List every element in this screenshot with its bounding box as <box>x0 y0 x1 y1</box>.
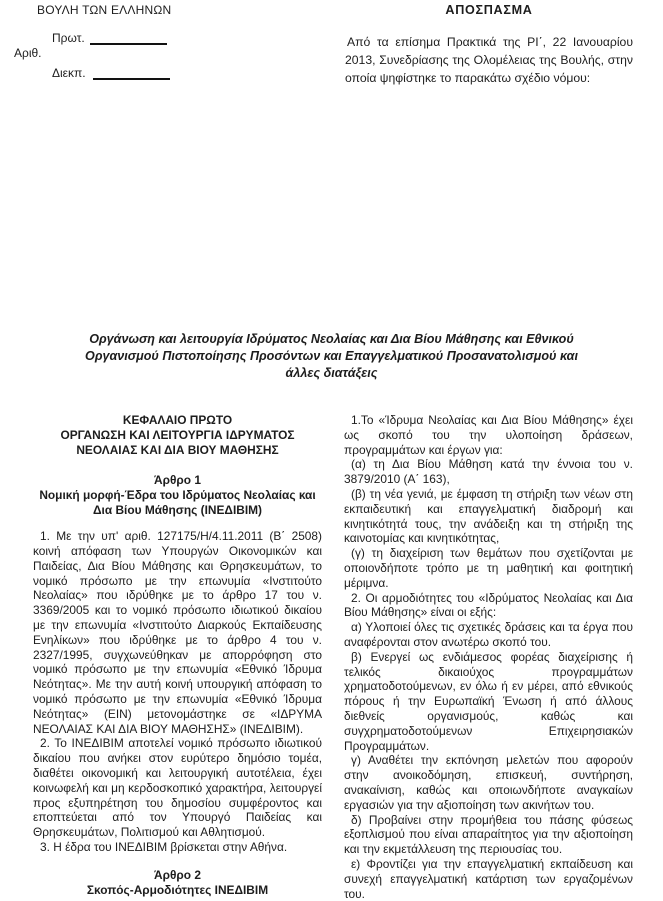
body-paragraph: β) Ενεργεί ως ενδιάμεσος φορέας διαχείρισης ή τελικός δικαιούχος προγραμμάτων χρηματοδοτούμενων, εν όλω ή εν μέρει, από εθνικούς πόρους ή την Ευρωπαϊκή Ένωση ή από άλλους διεθνείς οργανισμούς, καθώς και συγχρηματοδοτούμενων Επιχειρησιακών Προγραμμάτων. <box>344 649 633 753</box>
article-2-number: Άρθρο 2 <box>154 867 201 882</box>
body-paragraph: (γ) τη διαχείριση των θεμάτων που σχετίζονται με οποιονδήποτε τρόπο με τη μαθητική και φοιτητική μέριμνα. <box>344 546 633 590</box>
chapter-heading <box>33 413 322 459</box>
protocol-fill-line <box>90 43 167 45</box>
extract-header <box>345 3 633 87</box>
extract-intro: Από τα επίσημα Πρακτικά της ΡΙ΄, 22 Ιανουαρίου 2013, Συνεδρίασης της Ολομέλειας της Βουλής, στην οποία ψηφίστηκε το παρακάτω σχέδιο νόμου: <box>345 35 633 85</box>
body-paragraph: 2. Οι αρμοδιότητες του «Ιδρύματος Νεολαίας και Δια Βίου Μάθησης» είναι οι εξής: <box>344 590 633 620</box>
body-paragraph: γ) Αναθέτει την εκπόνηση μελετών που αφορούν στην ανοικοδόμηση, επισκευή, συντήρηση, ανακαίνιση, καθώς και οποιωνδήποτε αναγκαίων εργασιών για την αξιοποίηση των ακινήτων του. <box>344 753 633 812</box>
body-paragraph: 2. Το ΙΝΕΔΙΒΙΜ αποτελεί νομικό πρόσωπο ιδιωτικού δικαίου που ανήκει στον ευρύτερο δημόσιο τομέα, διαθέτει οικονομική και λειτουργική αυτοτέλεια, έχει κοινωφελή και μη κερδοσκοπικό χαρακτήρα, λειτουργεί προς εξυπηρέτηση του δημοσίου συμφέροντος και εποπτεύεται από τον Υπουργό Παιδείας και Θρησκευμάτων, Πολιτισμού και Αθλητισμού. <box>33 736 322 840</box>
body-paragraph: 1. Με την υπ' αριθ. 127175/Η/4.11.2011 (Β΄ 2508) κοινή απόφαση των Υπουργών Οικονομικών και Παιδείας, Δια Βίου Μάθησης και Θρησκευμάτων, το νομικό πρόσωπο με την επωνυμία «Ινστιτούτο Νεολαίας» που ιδρύθηκε με το άρθρο 17 του ν. 3369/2005 και το νομικό πρόσωπο ιδιωτικού δικαίου με την επωνυμία «Ινστιτούτο Διαρκούς Εκπαίδευσης Ενηλίκων» που ιδρύθηκε με το άρθρο 4 του ν. 2327/1995, συγχωνεύθηκαν με απορρόφηση στο νομικό πρόσωπο με την επωνυμία «Εθνικό Ίδρυμα Νεότητας». Με την αυτή κοινή υπουργική απόφαση το νομικό πρόσωπο με την επωνυμία «Εθνικό Ίδρυμα Νεότητας» (ΕΙΝ) μετονομάστηκε σε «ΙΔΡΥΜΑ ΝΕΟΛΑΙΑΣ ΚΑΙ ΔΙΑ ΒΙΟΥ ΜΑΘΗΣΗΣ» (ΙΝΕΔΙΒΙΜ). <box>33 529 322 736</box>
body-paragraph: α) Υλοποιεί όλες τις σχετικές δράσεις και τα έργα που αναφέρονται στον ανωτέρω σκοπό του. <box>344 620 633 649</box>
chapter-kicker: ΚΕΦΑΛΑΙΟ ΠΡΩΤΟ <box>122 413 233 427</box>
dispatch-label: Διεκπ. <box>52 66 86 80</box>
body-paragraph: (α) τη Δια Βίου Μάθηση κατά την έννοια του ν. 3879/2010 (Α΄ 163), <box>344 457 633 487</box>
chapter-title: ΟΡΓΑΝΩΣΗ ΚΑΙ ΛΕΙΤΟΥΡΓΙΑ ΙΔΡΥΜΑΤΟΣ ΝΕΟΛΑΙΑΣ ΚΑΙ ΔΙΑ ΒΙΟΥ ΜΑΘΗΣΗΣ <box>60 428 295 458</box>
body-paragraph: 1.Το «Ίδρυμα Νεολαίας και Δια Βίου Μάθησης» έχει ως σκοπό του την υλοποίηση δράσεων, προγραμμάτων και έργων για: <box>344 413 633 457</box>
article-1-heading <box>33 473 322 519</box>
body-paragraph: δ) Προβαίνει στην προμήθεια του πάσης φύσεως εξοπλισμού που είναι απαραίτητος για την αξιοποίηση και την εκμετάλλευση της περιουσίας του. <box>344 812 633 857</box>
extract-title: ΑΠΟΣΠΑΣΜΑ <box>445 3 533 17</box>
article-1-number: Άρθρο 1 <box>154 472 201 487</box>
article-2-heading <box>33 868 322 898</box>
protocol-label: Πρωτ. <box>52 31 85 45</box>
parliament-name: ΒΟΥΛΗ ΤΩΝ ΕΛΛΗΝΩΝ <box>37 3 172 17</box>
law-title: Οργάνωση και λειτουργία Ιδρύματος Νεολαίας και Δια Βίου Μάθησης και Εθνικού Οργανισμού Πιστοποίησης Προσόντων και Επαγγελματικού Προσανατολισμού και άλλες διατάξεις <box>85 332 578 380</box>
article-1-title: Νομική μορφή-Έδρα του Ιδρύματος Νεολαίας και Δια Βίου Μάθησης (ΙΝΕΔΙΒΙΜ) <box>39 487 316 518</box>
number-label: Αριθ. <box>14 46 42 60</box>
body-paragraph: (β) τη νέα γενιά, με έμφαση τη στήριξη των νέων στη εκπαιδευτική και επαγγελματική διαδρομή και κινητικότητά τους, την ανάδειξη και τη στήριξη της καινοτομίας και κινητικότητας, <box>344 486 633 546</box>
body-paragraph: ε) Φροντίζει για την επαγγελματική εκπαίδευση και συνεχή επαγγελματική κατάρτιση των εργαζομένων του. <box>344 856 633 901</box>
right-column <box>344 413 633 901</box>
body-paragraph: 3. Η έδρα του ΙΝΕΔΙΒΙΜ βρίσκεται στην Αθήνα. <box>40 839 288 854</box>
article-2-title: Σκοπός-Αρμοδιότητες ΙΝΕΔΙΒΙΜ <box>86 882 269 897</box>
left-column <box>33 413 322 898</box>
dispatch-fill-line <box>93 78 170 80</box>
law-title-container <box>0 331 663 382</box>
